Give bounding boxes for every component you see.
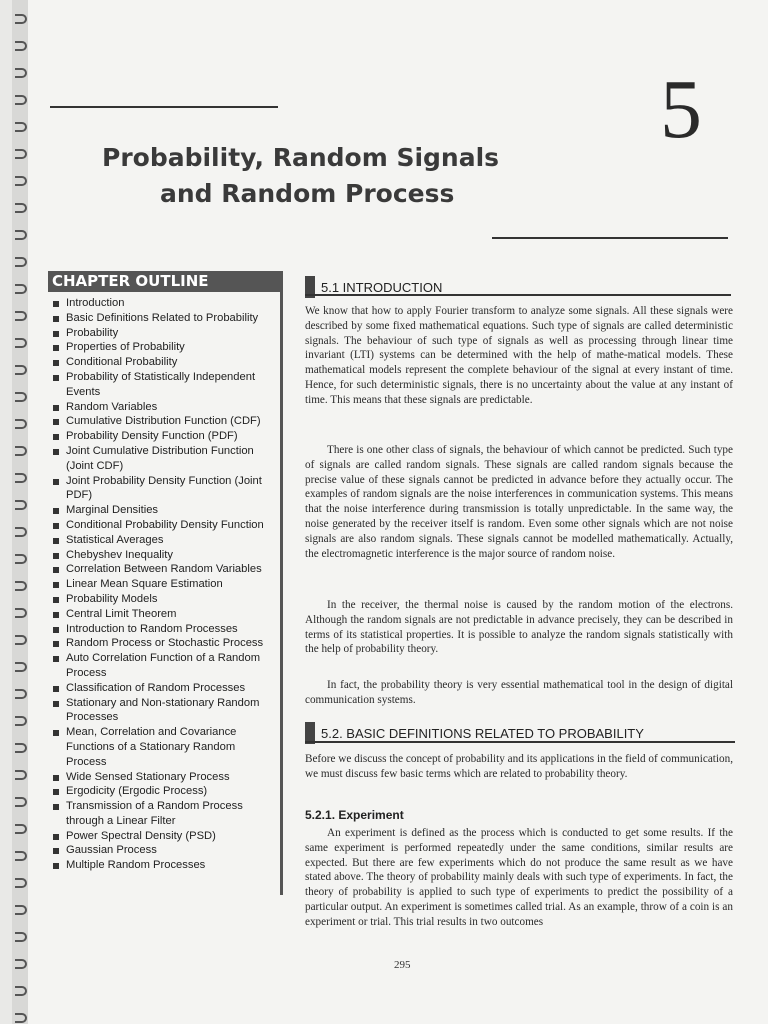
outline-item: [52, 651, 276, 681]
outline-item: [52, 503, 276, 518]
outline-item: [52, 562, 276, 577]
binding-ring-icon: [15, 149, 27, 159]
binding-ring-icon: [15, 554, 27, 564]
binding-ring-icon: [15, 1013, 27, 1023]
outline-divider: [280, 271, 283, 895]
outline-item-text: Gaussian Process: [66, 844, 157, 857]
binding-ring-icon: [15, 905, 27, 915]
bullet-icon: [53, 508, 59, 514]
binding-ring-icon: [15, 581, 27, 591]
bullet-icon: [53, 597, 59, 603]
chapter-title-line1: Probability, Random Signals: [102, 143, 500, 172]
outline-item: [52, 681, 276, 696]
outline-item: [52, 784, 276, 799]
outline-item: [52, 533, 276, 548]
bullet-icon: [53, 612, 59, 618]
outline-item-text: Marginal Densities: [66, 504, 159, 517]
outline-item: [52, 577, 276, 592]
bullet-icon: [53, 730, 59, 736]
experiment-paragraph: An experiment is defined as the process which is conducted to get some results. If the same experiment is performed repeatedly under the same conditions, similar results are expected. But there are few experiments which do not produce the same result as we have stated above. The theory of probability mainly deals with such type of experiments. In fact, the theory of probability is applied to such type of experiments to predict the possibility of a particular output. An experiment is sometimes called trial. As an example, throw of a coin is an experiment or trial. This trial results in two outcomes: [305, 827, 733, 928]
outline-item-text: Joint Probability Density Function (Joint PDF): [66, 474, 262, 502]
outline-item: [52, 636, 276, 651]
outline-item-text: Conditional Probability: [66, 356, 178, 369]
intro-paragraph-4: In fact, the probability theory is very essential mathematical tool in the design of digital communication systems.: [305, 679, 733, 706]
binding-ring-icon: [15, 473, 27, 483]
bullet-icon: [53, 656, 59, 662]
outline-item-text: Basic Definitions Related to Probability: [66, 311, 259, 324]
outline-item: [52, 799, 276, 829]
intro-paragraph-3: In the receiver, the thermal noise is caused by the random motion of the electrons. Although the random signals are not predictable in advance precisely, they can be described in terms of its statistical properties. It is possible to analyze the random signals statistically with the help of probability theory.: [305, 599, 733, 656]
outline-item: [52, 725, 276, 769]
section-rule: [305, 294, 731, 296]
outline-item-text: Properties of Probability: [66, 341, 185, 354]
outline-item: [52, 355, 276, 370]
chapter-outline-list: [52, 296, 276, 873]
bullet-icon: [53, 479, 59, 485]
binding-ring-icon: [15, 257, 27, 267]
bullet-icon: [53, 345, 59, 351]
binding-ring-icon: [15, 689, 27, 699]
outline-item: [52, 414, 276, 429]
outline-item-text: Cumulative Distribution Function (CDF): [66, 415, 261, 428]
binding-ring-icon: [15, 662, 27, 672]
outline-item-text: Classification of Random Processes: [66, 681, 246, 694]
binding-ring-icon: [15, 986, 27, 996]
outline-item: [52, 592, 276, 607]
binding-ring-icon: [15, 338, 27, 348]
top-rule: [50, 106, 278, 108]
section-heading-text: 5.2. BASIC DEFINITIONS RELATED TO PROBABILITY: [321, 725, 644, 741]
section-heading-text: 5.1 INTRODUCTION: [321, 279, 443, 295]
outline-item-text: Chebyshev Inequality: [66, 548, 173, 561]
binding-ring-icon: [15, 14, 27, 24]
outline-item-text: Correlation Between Random Variables: [66, 563, 262, 576]
binding-ring-icon: [15, 203, 27, 213]
outline-item: [52, 858, 276, 873]
bullet-icon: [53, 789, 59, 795]
outline-item-text: Central Limit Theorem: [66, 607, 177, 620]
intro-paragraph-1: We know that how to apply Fourier transform to analyze some signals. All these signals were described by some fixed mathematical equations. Such type of signals are called deterministic signals. The behaviour of such type of signals as well as processing through linear time invariant (LTI) systems can be determined with the help of mathe-matical models. These mathematical models represent the complete behaviour of the signal at every instant of time. Hence, for such deterministic signals, there is no uncertainty about the value at any instant of time. This means that these signals are predictable.: [305, 305, 733, 406]
outline-item: [52, 444, 276, 474]
outline-item-text: Stationary and Non-stationary Random Processes: [66, 696, 260, 724]
binding-ring-icon: [15, 878, 27, 888]
intro-paragraph-2: There is one other class of signals, the behaviour of which cannot be predicted. Such type of signals are called random signals. These signals are called random signals because the precise value of these signals cannot be predicted in advance before they actually occur. The examples of random signals are the noise interferences in communication systems. This means that the noise interference during transmission is totally unpredictable. In the same way, the noise generated by the receiver itself is random. Even some other signals which are not noise signals are also random signals. These signals cannot be modelled mathematically. Actually, the electromagnetic interference is the major source of random noise.: [305, 444, 733, 560]
binding-ring-icon: [15, 716, 27, 726]
outline-item: [52, 474, 276, 504]
bullet-icon: [53, 775, 59, 781]
outline-item-text: Mean, Correlation and Covariance Functions of a Stationary Random Process: [66, 726, 237, 768]
bullet-icon: [53, 834, 59, 840]
book-page: [12, 0, 768, 1024]
outline-item-text: Statistical Averages: [66, 533, 164, 546]
subsection-heading-experiment: 5.2.1. Experiment: [305, 808, 404, 822]
binding-ring-icon: [15, 311, 27, 321]
bullet-icon: [53, 686, 59, 692]
bullet-icon: [53, 360, 59, 366]
outline-item: [52, 518, 276, 533]
bullet-icon: [53, 434, 59, 440]
definitions-paragraph-1: Before we discuss the concept of probability and its applications in the field of communication, we must discuss few basic terms which are related to probability theory.: [305, 753, 733, 780]
bullet-icon: [53, 405, 59, 411]
bullet-icon: [53, 419, 59, 425]
binding-ring-icon: [15, 824, 27, 834]
binding-ring-icon: [15, 68, 27, 78]
outline-item-text: Linear Mean Square Estimation: [66, 578, 223, 591]
outline-item: [52, 696, 276, 726]
binding-ring-icon: [15, 959, 27, 969]
outline-item: [52, 296, 276, 311]
outline-item: [52, 548, 276, 563]
bullet-icon: [53, 701, 59, 707]
bullet-icon: [53, 301, 59, 307]
outline-item: [52, 370, 276, 400]
outline-item-text: Random Process or Stochastic Process: [66, 637, 264, 650]
bullet-icon: [53, 331, 59, 337]
outline-item-text: Random Variables: [66, 400, 158, 413]
bullet-icon: [53, 848, 59, 854]
binding-ring-icon: [15, 608, 27, 618]
outline-item: [52, 311, 276, 326]
binding-ring-icon: [15, 365, 27, 375]
spiral-binding: [12, 0, 28, 1024]
binding-ring-icon: [15, 95, 27, 105]
bullet-icon: [53, 582, 59, 588]
outline-item-text: Introduction to Random Processes: [66, 622, 238, 635]
bullet-icon: [53, 523, 59, 529]
binding-ring-icon: [15, 797, 27, 807]
binding-ring-icon: [15, 122, 27, 132]
outline-item-text: Joint Cumulative Distribution Function (Joint CDF): [66, 444, 254, 472]
binding-ring-icon: [15, 851, 27, 861]
outline-item: [52, 829, 276, 844]
outline-item: [52, 326, 276, 341]
binding-ring-icon: [15, 284, 27, 294]
outline-item-text: Power Spectral Density (PSD): [66, 829, 216, 842]
bullet-icon: [53, 627, 59, 633]
outline-item: [52, 770, 276, 785]
binding-ring-icon: [15, 446, 27, 456]
outline-item: [52, 400, 276, 415]
outline-item-text: Auto Correlation Function of a Random Process: [66, 652, 261, 679]
bullet-icon: [53, 641, 59, 647]
outline-item-text: Probability Density Function (PDF): [66, 430, 238, 443]
chapter-number: 5: [660, 63, 702, 156]
bullet-icon: [53, 449, 59, 455]
bullet-icon: [53, 553, 59, 559]
binding-ring-icon: [15, 419, 27, 429]
bullet-icon: [53, 863, 59, 869]
outline-item-text: Multiple Random Processes: [66, 859, 206, 872]
binding-ring-icon: [15, 743, 27, 753]
chapter-outline-heading: CHAPTER OUTLINE: [48, 271, 280, 292]
outline-item-text: Probability: [66, 326, 119, 339]
bullet-icon: [53, 538, 59, 544]
binding-ring-icon: [15, 635, 27, 645]
outline-item-text: Introduction: [66, 297, 125, 309]
outline-item-text: Ergodicity (Ergodic Process): [66, 785, 208, 798]
outline-item-text: Probability Models: [66, 592, 158, 605]
outline-item: [52, 429, 276, 444]
binding-ring-icon: [15, 500, 27, 510]
bullet-icon: [53, 804, 59, 810]
binding-ring-icon: [15, 41, 27, 51]
chapter-title: [102, 140, 602, 212]
outline-item: [52, 622, 276, 637]
outline-item: [52, 843, 276, 858]
title-rule: [492, 237, 728, 239]
binding-ring-icon: [15, 230, 27, 240]
binding-ring-icon: [15, 392, 27, 402]
bullet-icon: [53, 567, 59, 573]
outline-item-text: Wide Sensed Stationary Process: [66, 770, 230, 783]
outline-item-text: Probability of Statistically Independent Events: [66, 370, 256, 398]
binding-ring-icon: [15, 527, 27, 537]
binding-ring-icon: [15, 176, 27, 186]
section-rule: [305, 741, 735, 743]
bullet-icon: [53, 375, 59, 381]
outline-item: [52, 340, 276, 355]
binding-ring-icon: [15, 770, 27, 780]
binding-ring-icon: [15, 932, 27, 942]
outline-item-text: Transmission of a Random Process through a Linear Filter: [66, 800, 243, 827]
outline-item: [52, 607, 276, 622]
chapter-title-line2: and Random Process: [160, 179, 455, 208]
page-number: 295: [394, 959, 411, 971]
bullet-icon: [53, 316, 59, 322]
outline-item-text: Conditional Probability Density Function: [66, 518, 264, 531]
